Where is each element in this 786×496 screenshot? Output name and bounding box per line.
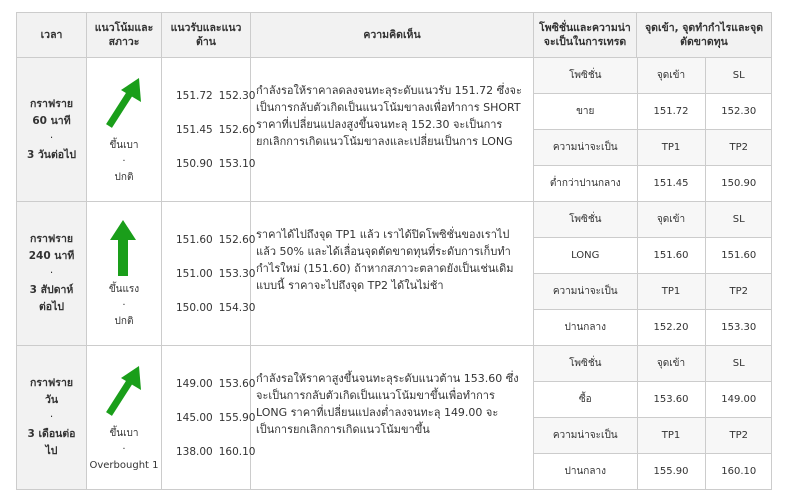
comment-cell bbox=[251, 202, 534, 346]
resistance-level: 153.10 bbox=[218, 157, 256, 170]
resistance-level: 160.10 bbox=[218, 445, 256, 458]
support-level: 138.00 bbox=[176, 445, 213, 458]
entry-label: จุดเข้า bbox=[637, 346, 705, 382]
arrow-up-right-icon bbox=[103, 364, 143, 420]
level-pair bbox=[162, 435, 256, 469]
tp1-label: TP1 bbox=[637, 418, 705, 454]
trend-strength: ขึ้นแรง bbox=[108, 284, 140, 295]
timeframe-cell bbox=[17, 202, 87, 346]
entry-value: 151.60 bbox=[637, 238, 705, 274]
resistance-level: 152.60 bbox=[218, 233, 256, 246]
trade-subtable bbox=[534, 202, 772, 345]
tp2-value: 150.90 bbox=[705, 166, 772, 202]
timeframe-cell bbox=[17, 58, 87, 202]
position-value: LONG bbox=[534, 238, 637, 274]
tp1-label: TP1 bbox=[637, 130, 705, 166]
trend-condition: ปกติ bbox=[114, 172, 134, 183]
forecast-table bbox=[16, 12, 772, 490]
trend-strength: ขึ้นเบา bbox=[109, 428, 139, 439]
tp1-value: 151.45 bbox=[637, 166, 705, 202]
support-level: 151.72 bbox=[176, 89, 213, 102]
support-level: 151.60 bbox=[176, 233, 213, 246]
timeframe-line: ต่อไป bbox=[38, 301, 65, 313]
tp2-label: TP2 bbox=[705, 418, 772, 454]
comment-cell bbox=[251, 58, 534, 202]
levels-cell bbox=[162, 202, 256, 346]
trend-separator: · bbox=[122, 156, 126, 167]
position-label: โพซิชั่น bbox=[534, 58, 637, 94]
header-time: เวลา bbox=[17, 13, 87, 58]
level-pair bbox=[162, 113, 256, 147]
timeframe-line: 3 สัปดาห์ bbox=[29, 284, 74, 296]
timeframe-line: กราฟราย bbox=[29, 377, 73, 389]
trend-cell bbox=[87, 346, 162, 490]
table-row bbox=[17, 58, 772, 202]
resistance-level: 153.60 bbox=[218, 377, 256, 390]
timeframe-line: 3 เดือนต่อ bbox=[27, 428, 76, 440]
levels-cell bbox=[162, 346, 256, 490]
tp2-value: 160.10 bbox=[705, 454, 772, 490]
table-header-row bbox=[17, 13, 772, 58]
resistance-level: 154.30 bbox=[218, 301, 256, 314]
position-label: โพซิชั่น bbox=[534, 346, 637, 382]
comment-text: กำลังรอให้ราคาลดลงจนทะลุระดับแนวรับ 151.72 ซึ่งจะเป็นการกลับตัวเกิดเป็นแนวโน้มขาลงเพื่อทำการ SHORT ราคาที่เปลี่ยนแปลงสูงขึ้นจนทะลุ 152.30 จะเป็นการยกเลิกการเกิดแนวโน้มขาลงและเปลี่ยนเป็นการ LONG bbox=[256, 84, 522, 148]
entry-value: 151.72 bbox=[637, 94, 705, 130]
header-comment: ความคิดเห็น bbox=[251, 13, 534, 58]
support-level: 151.45 bbox=[176, 123, 213, 136]
level-pair bbox=[162, 257, 256, 291]
position-label: โพซิชั่น bbox=[534, 202, 637, 238]
header-entry: จุดเข้า, จุดทำกำไรและจุดตัดขาดทุน bbox=[637, 13, 772, 58]
trend-cell bbox=[87, 202, 162, 346]
tp2-label: TP2 bbox=[705, 274, 772, 310]
sl-value: 152.30 bbox=[705, 94, 772, 130]
resistance-level: 153.30 bbox=[218, 267, 256, 280]
timeframe-separator: · bbox=[49, 411, 54, 423]
tp1-value: 152.20 bbox=[637, 310, 705, 346]
header-levels: แนวรับและแนวต้าน bbox=[162, 13, 251, 58]
level-pair bbox=[162, 367, 256, 401]
probability-label: ความน่าจะเป็น bbox=[534, 418, 637, 454]
entry-label: จุดเข้า bbox=[637, 58, 705, 94]
trend-strength: ขึ้นเบา bbox=[109, 140, 139, 151]
probability-value: ต่ำกว่าปานกลาง bbox=[534, 166, 637, 202]
entry-value: 153.60 bbox=[637, 382, 705, 418]
position-value: ซื้อ bbox=[534, 382, 637, 418]
support-level: 150.90 bbox=[176, 157, 213, 170]
trend-separator: · bbox=[122, 444, 126, 455]
comment-text: ราคาได้ไปถึงจุด TP1 แล้ว เราได้ปิดโพซิชั่นของเราไปแล้ว 50% และได้เลื่อนจุดตัดขาดทุนที่ระดับการเก็บทำกำไรใหม่ (151.60) ถ้าหากสภาวะตลาดยังเป็นเช่นเดิมแบบนี้ ราคาจะไปถึงจุด TP2 ได้ในไม่ช้า bbox=[256, 228, 514, 292]
trade-cell bbox=[534, 58, 772, 202]
resistance-level: 152.60 bbox=[218, 123, 256, 136]
position-value: ขาย bbox=[534, 94, 637, 130]
sl-value: 149.00 bbox=[705, 382, 772, 418]
sl-label: SL bbox=[705, 346, 772, 382]
sl-value: 151.60 bbox=[705, 238, 772, 274]
sl-label: SL bbox=[705, 202, 772, 238]
trend-cell bbox=[87, 58, 162, 202]
probability-label: ความน่าจะเป็น bbox=[534, 130, 637, 166]
timeframe-separator: · bbox=[49, 267, 54, 279]
table-row bbox=[17, 202, 772, 346]
support-level: 145.00 bbox=[176, 411, 213, 424]
support-level: 150.00 bbox=[176, 301, 213, 314]
trade-subtable bbox=[534, 346, 772, 489]
header-trend: แนวโน้มและสภาวะ bbox=[87, 13, 162, 58]
resistance-level: 155.90 bbox=[218, 411, 256, 424]
support-level: 151.00 bbox=[176, 267, 213, 280]
trade-subtable bbox=[534, 58, 772, 201]
timeframe-line: 60 นาที bbox=[32, 114, 71, 127]
level-pair bbox=[162, 223, 256, 257]
timeframe-line: 3 วันต่อไป bbox=[26, 148, 77, 161]
resistance-level: 152.30 bbox=[218, 89, 256, 102]
tp1-label: TP1 bbox=[637, 274, 705, 310]
timeframe-cell bbox=[17, 346, 87, 490]
trend-condition: Overbought 1 bbox=[89, 460, 159, 471]
arrow-up-icon bbox=[103, 220, 143, 276]
comment-cell bbox=[251, 346, 534, 490]
probability-label: ความน่าจะเป็น bbox=[534, 274, 637, 310]
probability-value: ปานกลาง bbox=[534, 454, 637, 490]
level-pair bbox=[162, 401, 256, 435]
support-level: 149.00 bbox=[176, 377, 213, 390]
tp2-value: 153.30 bbox=[705, 310, 772, 346]
timeframe-line: กราฟราย bbox=[29, 233, 73, 245]
probability-value: ปานกลาง bbox=[534, 310, 637, 346]
arrow-up-right-icon bbox=[103, 76, 143, 132]
timeframe-line: วัน bbox=[44, 394, 59, 406]
trade-cell bbox=[534, 202, 772, 346]
comment-text: กำลังรอให้ราคาสูงขึ้นจนทะลุระดับแนวต้าน 153.60 ซึ่งจะเป็นการกลับตัวเกิดเป็นแนวโน้มขาขึ้นเพื่อทำการ LONG ราคาที่เปลี่ยนแปลงต่ำลงจนทะลุ 149.00 จะเป็นการยกเลิกการเกิดแนวโน้มขาขึ้น bbox=[256, 372, 519, 436]
tp1-value: 155.90 bbox=[637, 454, 705, 490]
entry-label: จุดเข้า bbox=[637, 202, 705, 238]
timeframe-line: 240 นาที bbox=[28, 250, 75, 262]
timeframe-separator: · bbox=[49, 131, 54, 144]
timeframe-line: ไป bbox=[45, 445, 58, 457]
timeframe-line: กราฟราย bbox=[29, 97, 73, 110]
table-row bbox=[17, 346, 772, 490]
tp2-label: TP2 bbox=[705, 130, 772, 166]
trend-separator: · bbox=[122, 300, 126, 311]
level-pair bbox=[162, 79, 256, 113]
trade-cell bbox=[534, 346, 772, 490]
trend-condition: ปกติ bbox=[114, 316, 134, 327]
level-pair bbox=[162, 147, 256, 181]
sl-label: SL bbox=[705, 58, 772, 94]
levels-cell bbox=[162, 58, 256, 202]
header-position: โพซิชั่นและความน่าจะเป็นในการเทรด bbox=[534, 13, 637, 58]
level-pair bbox=[162, 291, 256, 325]
